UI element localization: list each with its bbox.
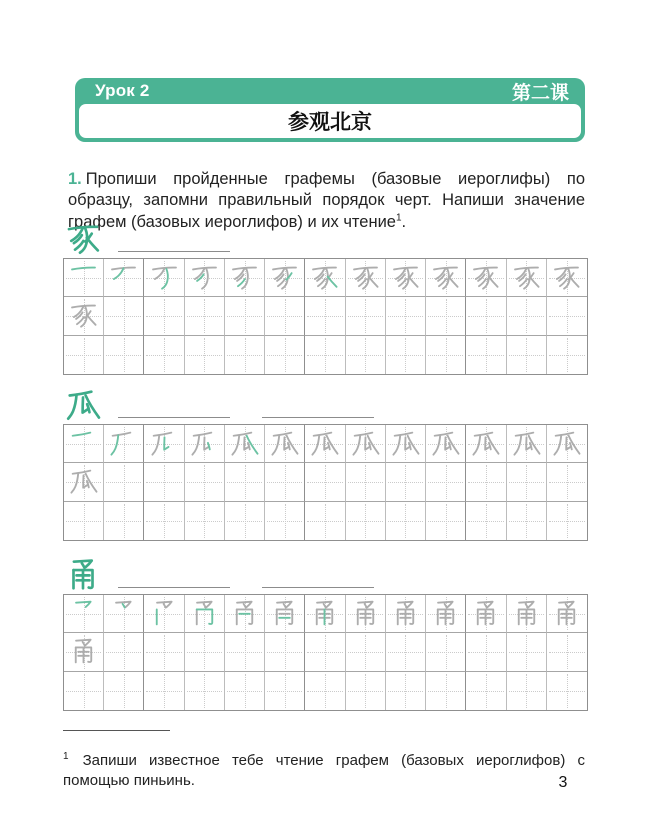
footnote-ref: 1 xyxy=(395,212,402,223)
practice-cell xyxy=(386,259,426,297)
practice-cell xyxy=(547,502,587,540)
practice-cell xyxy=(225,336,265,374)
practice-cell xyxy=(225,259,265,297)
meaning-blank-line xyxy=(262,587,374,588)
practice-cell xyxy=(225,425,265,463)
meaning-blank-line xyxy=(118,251,230,252)
grapheme-glyph xyxy=(64,386,102,424)
footnote-marker: 1 xyxy=(63,751,69,762)
stroke-order-glyph xyxy=(108,262,139,293)
practice-cell xyxy=(104,336,144,374)
practice-cell xyxy=(64,502,104,540)
practice-cell xyxy=(346,502,386,540)
trace-glyph xyxy=(68,300,99,331)
practice-cell xyxy=(547,463,587,501)
stroke-order-glyph xyxy=(68,428,99,459)
practice-cell xyxy=(426,502,466,540)
practice-cell xyxy=(386,672,426,710)
practice-cell xyxy=(386,336,426,374)
practice-grid xyxy=(63,424,588,541)
practice-cell xyxy=(507,672,547,710)
stroke-order-glyph xyxy=(189,598,220,629)
practice-cell xyxy=(64,336,104,374)
practice-cell xyxy=(265,297,305,335)
practice-cell xyxy=(547,259,587,297)
practice-cell xyxy=(547,425,587,463)
stroke-order-glyph xyxy=(68,598,99,629)
trace-glyph xyxy=(551,262,582,293)
trace-glyph xyxy=(350,428,381,459)
practice-cell xyxy=(305,425,345,463)
trace-glyph xyxy=(511,428,542,459)
lesson-header xyxy=(75,78,585,142)
practice-cell xyxy=(64,595,104,633)
trace-glyph xyxy=(269,428,300,459)
practice-cell xyxy=(265,672,305,710)
practice-cell xyxy=(104,502,144,540)
practice-cell xyxy=(305,595,345,633)
practice-cell xyxy=(305,259,345,297)
practice-cell xyxy=(426,336,466,374)
meaning-blank-line xyxy=(262,417,374,418)
practice-cell xyxy=(64,633,104,671)
practice-cell xyxy=(64,425,104,463)
trace-glyph xyxy=(551,428,582,459)
practice-cell xyxy=(144,633,184,671)
meaning-blank-line xyxy=(118,587,230,588)
lesson-label: Урок 2 xyxy=(95,81,150,100)
footnote xyxy=(63,751,585,791)
practice-cell xyxy=(466,672,506,710)
practice-cell xyxy=(346,425,386,463)
practice-cell xyxy=(507,425,547,463)
practice-cell xyxy=(466,502,506,540)
practice-cell xyxy=(426,672,466,710)
practice-cell xyxy=(386,595,426,633)
practice-cell xyxy=(386,463,426,501)
trace-glyph xyxy=(68,636,99,667)
stroke-order-glyph xyxy=(108,598,139,629)
practice-cell xyxy=(507,463,547,501)
practice-cell xyxy=(265,463,305,501)
practice-cell xyxy=(305,297,345,335)
exercise-number: 1. xyxy=(68,169,82,188)
practice-cell xyxy=(426,595,466,633)
practice-cell xyxy=(507,633,547,671)
practice-cell xyxy=(265,425,305,463)
trace-glyph xyxy=(430,262,461,293)
stroke-order-glyph xyxy=(229,428,260,459)
practice-cell xyxy=(466,595,506,633)
stroke-order-glyph xyxy=(68,262,99,293)
trace-glyph xyxy=(511,262,542,293)
practice-cell xyxy=(104,425,144,463)
practice-cell xyxy=(305,502,345,540)
practice-cell xyxy=(185,297,225,335)
practice-cell xyxy=(144,425,184,463)
practice-cell xyxy=(225,595,265,633)
practice-cell xyxy=(144,336,184,374)
practice-cell xyxy=(507,502,547,540)
practice-cell xyxy=(386,633,426,671)
lesson-header-top xyxy=(75,78,585,104)
footnote-text: Запиши известное тебе чтение графем (базовых иероглифов) с помощью пиньинь. xyxy=(63,752,585,789)
trace-glyph xyxy=(390,428,421,459)
practice-cell xyxy=(64,672,104,710)
grapheme-glyph xyxy=(64,220,102,258)
practice-cell xyxy=(185,463,225,501)
stroke-order-glyph xyxy=(309,598,340,629)
practice-cell xyxy=(466,297,506,335)
practice-cell xyxy=(265,633,305,671)
practice-cell xyxy=(386,425,426,463)
practice-cell xyxy=(386,502,426,540)
practice-grid xyxy=(63,594,588,711)
section-heading xyxy=(64,386,374,424)
practice-cell xyxy=(466,425,506,463)
practice-cell xyxy=(507,259,547,297)
trace-glyph xyxy=(390,598,421,629)
practice-cell xyxy=(547,297,587,335)
practice-cell xyxy=(547,633,587,671)
practice-cell xyxy=(346,336,386,374)
practice-cell xyxy=(265,502,305,540)
stroke-order-glyph xyxy=(229,598,260,629)
trace-glyph xyxy=(350,262,381,293)
practice-cell xyxy=(64,259,104,297)
practice-cell xyxy=(225,672,265,710)
lesson-title: 参观北京 xyxy=(288,110,372,134)
practice-cell xyxy=(104,463,144,501)
stroke-order-glyph xyxy=(269,598,300,629)
practice-cell xyxy=(225,633,265,671)
practice-cell xyxy=(144,259,184,297)
practice-cell xyxy=(426,633,466,671)
practice-cell xyxy=(466,336,506,374)
practice-cell xyxy=(144,297,184,335)
practice-cell xyxy=(346,259,386,297)
practice-cell xyxy=(507,336,547,374)
practice-cell xyxy=(64,463,104,501)
practice-cell xyxy=(144,672,184,710)
practice-cell xyxy=(225,463,265,501)
practice-cell xyxy=(426,259,466,297)
stroke-order-glyph xyxy=(189,262,220,293)
practice-cell xyxy=(185,425,225,463)
practice-cell xyxy=(507,595,547,633)
stroke-order-glyph xyxy=(149,598,180,629)
practice-cell xyxy=(547,336,587,374)
stroke-order-glyph xyxy=(309,262,340,293)
trace-glyph xyxy=(470,598,501,629)
lesson-label-chinese: 第二课 xyxy=(511,81,569,104)
stroke-order-glyph xyxy=(269,262,300,293)
practice-cell xyxy=(386,297,426,335)
practice-cell xyxy=(265,259,305,297)
trace-glyph xyxy=(68,466,99,497)
practice-cell xyxy=(547,672,587,710)
practice-cell xyxy=(346,463,386,501)
practice-cell xyxy=(466,463,506,501)
practice-cell xyxy=(104,259,144,297)
practice-cell xyxy=(305,633,345,671)
practice-cell xyxy=(185,595,225,633)
practice-cell xyxy=(426,297,466,335)
practice-cell xyxy=(185,672,225,710)
practice-cell xyxy=(305,672,345,710)
practice-cell xyxy=(64,297,104,335)
footnote-rule xyxy=(63,730,170,731)
lesson-title-box xyxy=(79,104,581,138)
trace-glyph xyxy=(309,428,340,459)
stroke-order-glyph xyxy=(189,428,220,459)
practice-cell xyxy=(104,672,144,710)
practice-grid xyxy=(63,258,588,375)
practice-cell xyxy=(144,502,184,540)
practice-cell xyxy=(185,502,225,540)
grapheme-glyph xyxy=(64,556,102,594)
practice-cell xyxy=(104,595,144,633)
stroke-order-glyph xyxy=(229,262,260,293)
practice-cell xyxy=(346,297,386,335)
practice-cell xyxy=(104,633,144,671)
trace-glyph xyxy=(430,598,461,629)
practice-cell xyxy=(104,297,144,335)
trace-glyph xyxy=(511,598,542,629)
practice-cell xyxy=(185,336,225,374)
practice-cell xyxy=(466,259,506,297)
practice-cell xyxy=(426,463,466,501)
practice-cell xyxy=(265,336,305,374)
practice-cell xyxy=(144,463,184,501)
page-number: 3 xyxy=(558,774,568,791)
practice-cell xyxy=(144,595,184,633)
practice-cell xyxy=(346,672,386,710)
practice-cell xyxy=(185,259,225,297)
practice-cell xyxy=(466,633,506,671)
section-heading xyxy=(64,556,374,594)
exercise-text: Пропиши пройденные графемы (базовые иероглифы) по образцу, запомни правильный порядок черт. Напиши значение графем (базовых иероглифов) и их чтение xyxy=(68,169,585,231)
practice-cell xyxy=(185,633,225,671)
practice-cell xyxy=(305,463,345,501)
practice-cell xyxy=(305,336,345,374)
trace-glyph xyxy=(470,262,501,293)
trace-glyph xyxy=(430,428,461,459)
trace-glyph xyxy=(350,598,381,629)
practice-cell xyxy=(346,633,386,671)
practice-cell xyxy=(547,595,587,633)
trace-glyph xyxy=(390,262,421,293)
stroke-order-glyph xyxy=(108,428,139,459)
practice-cell xyxy=(225,502,265,540)
meaning-blank-line xyxy=(118,417,230,418)
practice-cell xyxy=(265,595,305,633)
practice-cell xyxy=(346,595,386,633)
stroke-order-glyph xyxy=(149,428,180,459)
section-heading xyxy=(64,220,230,258)
practice-cell xyxy=(225,297,265,335)
stroke-order-glyph xyxy=(149,262,180,293)
practice-cell xyxy=(426,425,466,463)
exercise-text-end: . xyxy=(401,212,407,231)
trace-glyph xyxy=(551,598,582,629)
trace-glyph xyxy=(470,428,501,459)
practice-cell xyxy=(507,297,547,335)
